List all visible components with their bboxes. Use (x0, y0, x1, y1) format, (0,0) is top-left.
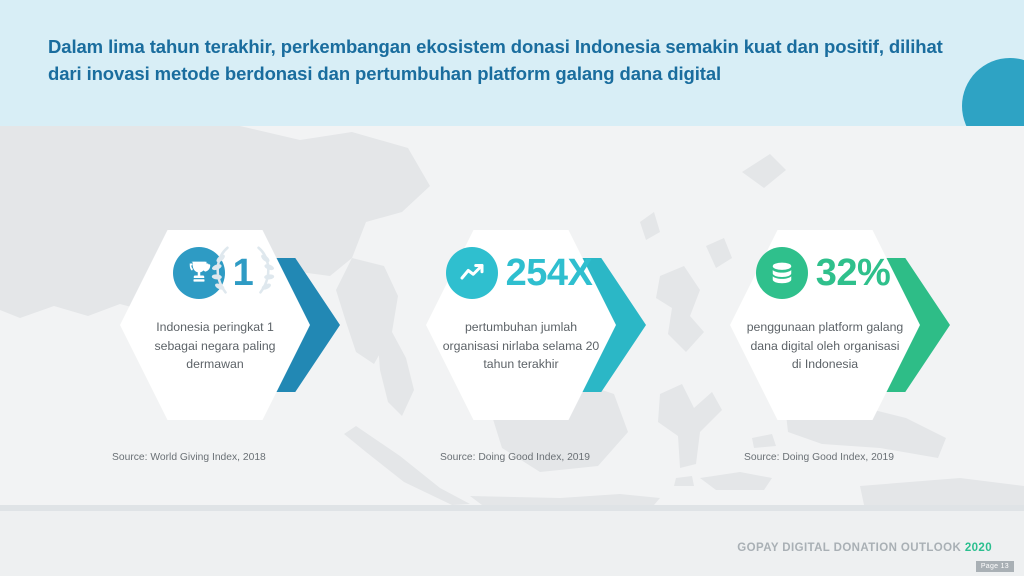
card-headline (177, 230, 254, 316)
card-description: Indonesia peringkat 1 sebagai negara paling dermawan (154, 320, 276, 372)
content-area (0, 126, 1024, 505)
card-source: Source: Doing Good Index, 2019 (744, 452, 894, 463)
card-stat: 32% (815, 252, 891, 294)
card-stat: 254X (505, 252, 593, 294)
card-description: pertumbuhan jumlah organisasi nirlaba selama 20 tahun terakhir (442, 320, 600, 372)
page-number-badge: Page 13 (976, 561, 1014, 572)
coins-stack-icon (756, 247, 808, 299)
card-headline (760, 230, 891, 316)
trophy-icon (173, 247, 225, 299)
slide-footer (0, 505, 1024, 576)
decorative-circle (962, 58, 1024, 126)
slide-header (0, 0, 1024, 126)
stat-card (410, 230, 660, 463)
card-headline (450, 230, 593, 316)
brand-text: GOPAY DIGITAL DONATION OUTLOOK (737, 542, 962, 554)
brand-year: 2020 (964, 542, 992, 554)
card-stat: 1 (232, 252, 254, 294)
stat-card (714, 230, 964, 463)
growth-chart-icon (446, 247, 498, 299)
page-title: Dalam lima tahun terakhir, perkembangan ekosistem donasi Indonesia semakin kuat dan positif, dilihat dari inovasi metode berdonasi dan pertumbuhan platform galang dana digital (48, 36, 943, 84)
stat-card (104, 230, 354, 463)
card-source: Source: Doing Good Index, 2019 (440, 452, 590, 463)
brand-label (737, 542, 992, 554)
footer-divider (0, 505, 1024, 511)
card-source: Source: World Giving Index, 2018 (112, 452, 266, 463)
card-description: penggunaan platform galang dana digital oleh organisasi di Indonesia (746, 320, 904, 372)
